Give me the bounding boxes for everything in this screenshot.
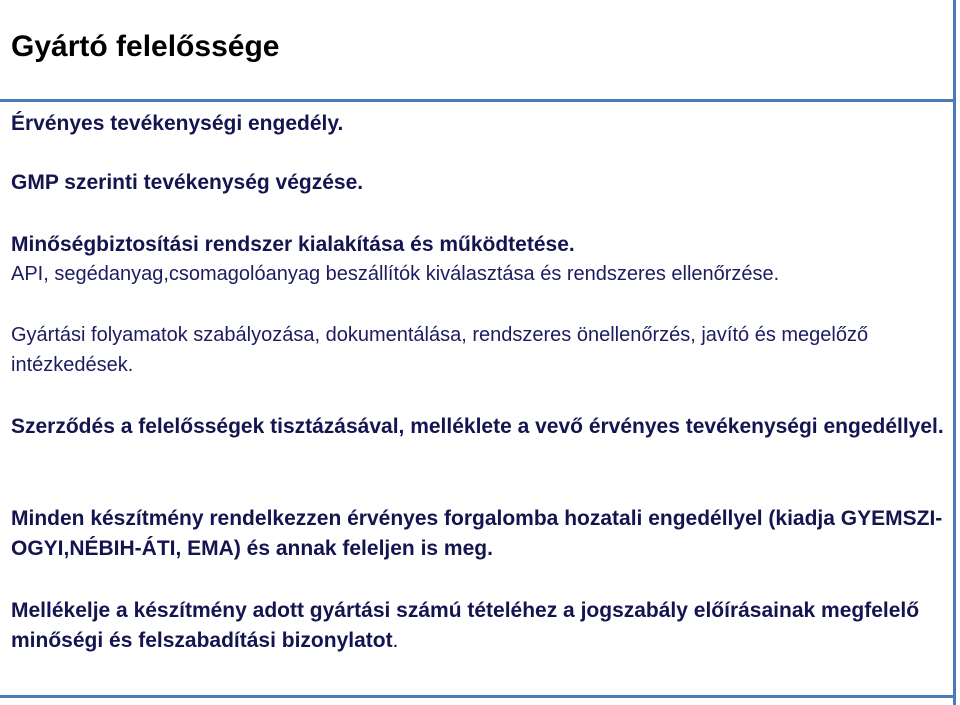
paragraph-valid-license: Érvényes tevékenységi engedély. [11, 112, 344, 135]
batch-certificate-text: Mellékelje a készítmény adott gyártási számú tételéhez a jogszabály előírásainak megfelelő minőségi és felszabadítási bizonylatot [11, 599, 920, 652]
slide-border-right [953, 0, 956, 705]
paragraph-marketing-authorization: Minden készítmény rendelkezzen érvényes forgalomba hozatali engedéllyel (kiadja GYEMSZI-OGYI,NÉBIH-ÁTI, EMA) és annak feleljen is meg. [11, 507, 943, 560]
paragraph-batch-certificate [11, 596, 951, 656]
slide-border-bottom [0, 695, 956, 698]
paragraph-process-control: Gyártási folyamatok szabályozása, dokumentálása, rendszeres önellenőrzés, javító és megelőző intézkedések. [11, 324, 869, 376]
batch-certificate-period: . [392, 630, 399, 652]
paragraph-supplier-selection: API, segédanyag,csomagolóanyag beszállítók kiválasztása és rendszeres ellenőrzése. [11, 263, 780, 285]
paragraph-gmp-activity: GMP szerinti tevékenység végzése. [11, 171, 364, 194]
paragraph-quality-system: Minőségbiztosítási rendszer kialakítása és működtetése. [11, 233, 575, 256]
paragraph-contract: Szerződés a felelősségek tisztázásával, melléklete a vevő érvényes tevékenységi engedéllyel. [11, 415, 944, 438]
slide-title: Gyártó felelőssége [11, 30, 280, 63]
title-divider [0, 99, 956, 102]
